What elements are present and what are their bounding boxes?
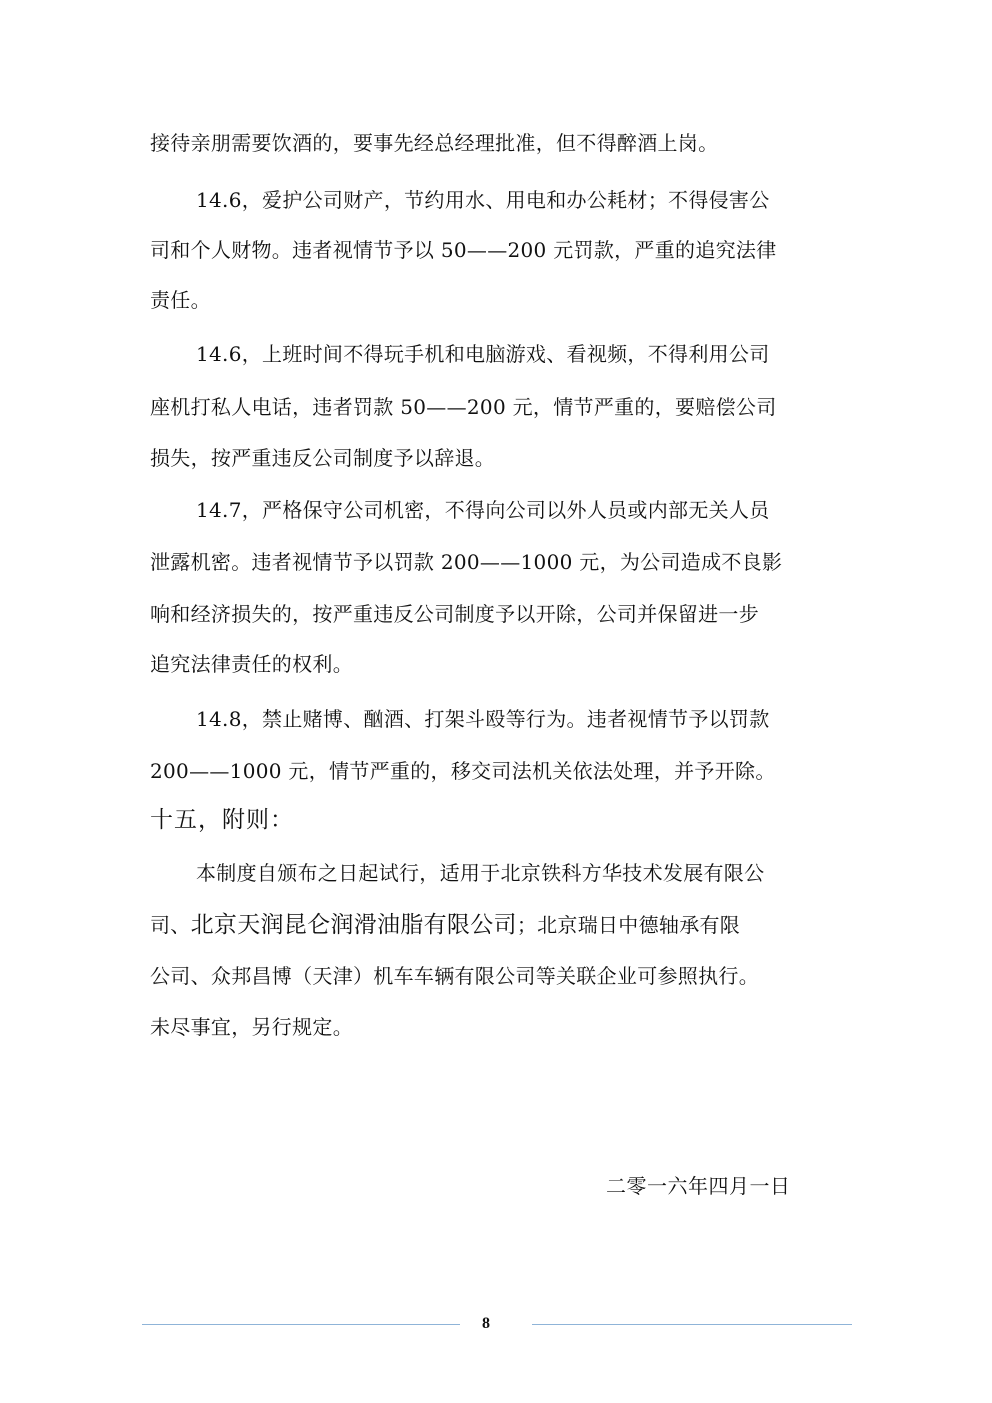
- paragraph-line: 接待亲朋需要饮酒的，要事先经总经理批准，但不得醉酒上岗。: [150, 131, 719, 155]
- paragraph-line: 14.8，禁止赌博、酗酒、打架斗殴等行为。违者视情节予以罚款: [196, 707, 770, 731]
- paragraph-line: 本制度自颁布之日起试行，适用于北京铁科方华技术发展有限公: [196, 861, 765, 885]
- text-segment: ；北京瑞日中德轴承有限: [516, 913, 741, 937]
- paragraph-line: 责任。: [150, 288, 211, 312]
- paragraph-line: 响和经济损失的，按严重违反公司制度予以开除，公司并保留进一步: [150, 602, 759, 626]
- paragraph-line: 座机打私人电话，违者罚款 50——200 元，情节严重的，要赔偿公司: [150, 395, 777, 419]
- paragraph-line: 200——1000 元，情节严重的，移交司法机关依法处理，并予开除。: [150, 759, 776, 783]
- paragraph-line: 损失，按严重违反公司制度予以辞退。: [150, 446, 496, 470]
- paragraph-line: 泄露机密。违者视情节予以罚款 200——1000 元，为公司造成不良影: [150, 550, 783, 574]
- text-segment: 司、: [150, 913, 191, 937]
- paragraph-line: 未尽事宜，另行规定。: [150, 1015, 353, 1039]
- paragraph-line: [150, 911, 840, 939]
- section-heading: 十五，附则：: [150, 807, 294, 833]
- paragraph-line: 14.6，上班时间不得玩手机和电脑游戏、看视频，不得利用公司: [196, 342, 770, 366]
- paragraph-line: 14.7，严格保守公司机密，不得向公司以外人员或内部无关人员: [196, 498, 770, 522]
- paragraph-line: 14.6，爱护公司财产，节约用水、用电和办公耗材；不得侵害公: [196, 188, 770, 212]
- paragraph-line: 公司、众邦昌博（天津）机车车辆有限公司等关联企业可参照执行。: [150, 964, 759, 988]
- paragraph-line: 司和个人财物。违者视情节予以 50——200 元罚款，严重的追究法律: [150, 238, 777, 262]
- footer-divider-left: [142, 1324, 460, 1325]
- page-number: 8: [482, 1315, 490, 1332]
- footer-divider-right: [532, 1324, 852, 1325]
- paragraph-line: 追究法律责任的权利。: [150, 652, 353, 676]
- document-date: 二零一六年四月一日: [606, 1174, 791, 1198]
- company-name: 北京天润昆仑润滑油脂有限公司: [190, 912, 517, 938]
